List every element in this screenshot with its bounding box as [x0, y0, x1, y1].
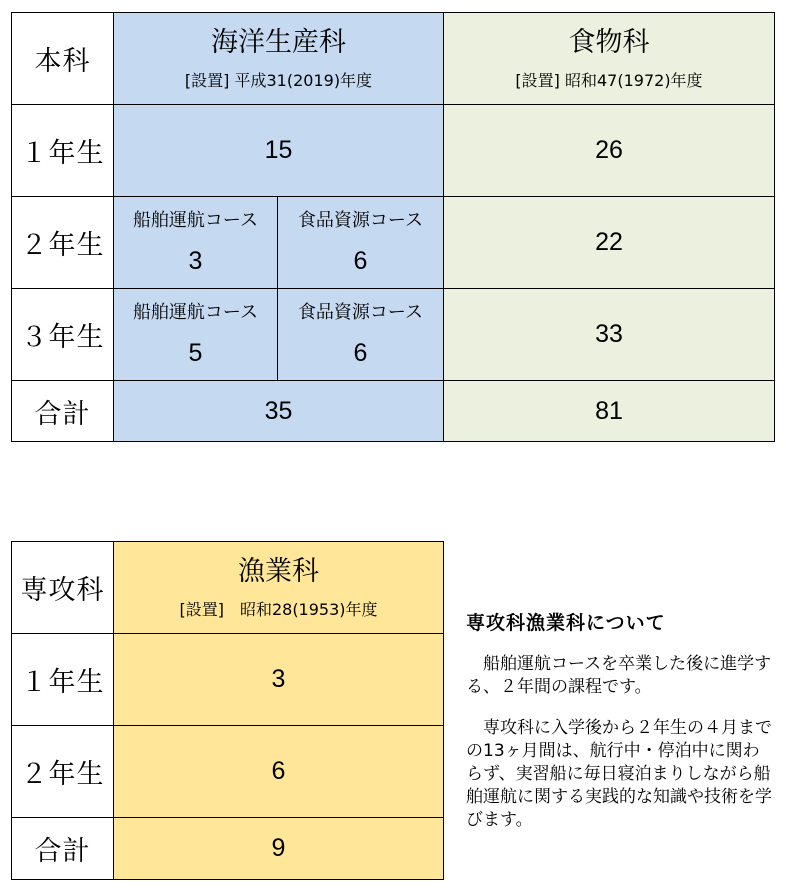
fishery-year1-count: 3 — [114, 634, 444, 726]
dept-name-marine: 海洋生産科 — [211, 26, 346, 58]
row-label-year2: ２年生 — [12, 197, 114, 289]
advanced-course-table — [11, 541, 444, 880]
dept-header-fishery — [114, 542, 444, 634]
info-paragraph: 専攻科に入学後から２年生の４月までの13ヶ月間は、航行中・停泊中に関わらず、実習船に毎日寝泊まりしながら船舶運航に関する実践的な知識や技術を学びます。 — [466, 718, 772, 830]
dept-name-food: 食物科 — [568, 26, 650, 58]
marine-year2-course-b — [278, 197, 444, 289]
course-count: 5 — [188, 338, 203, 367]
advanced-table-corner: 専攻科 — [12, 542, 114, 634]
dept-established-fishery: [設置] 昭和28(1953)年度 — [179, 599, 378, 619]
row-label-total: 合計 — [12, 381, 114, 442]
marine-year3-course-a — [114, 289, 278, 381]
info-title: 専攻科漁業科について — [466, 612, 666, 634]
fishery-year2-count: 6 — [114, 726, 444, 818]
course-name: 船舶運航コース — [132, 301, 259, 323]
row-label-year2: ２年生 — [12, 726, 114, 818]
main-table-corner: 本科 — [12, 13, 114, 105]
marine-total-count: 35 — [114, 381, 444, 442]
row-label-year3: ３年生 — [12, 289, 114, 381]
dept-header-food — [444, 13, 775, 105]
course-name: 食品資源コース — [297, 209, 424, 231]
dept-header-marine — [114, 13, 444, 105]
dept-established-marine: [設置] 平成31(2019)年度 — [184, 70, 373, 90]
food-year3-count: 33 — [444, 289, 775, 381]
dept-name-fishery: 漁業科 — [238, 555, 319, 587]
row-label-year1: １年生 — [12, 105, 114, 197]
marine-year1-count: 15 — [114, 105, 444, 197]
marine-year3-course-b — [278, 289, 444, 381]
food-total-count: 81 — [444, 381, 775, 442]
fishery-info-panel — [466, 608, 776, 850]
info-paragraph: 船舶運航コースを卒業した後に進学する、２年間の課程です。 — [466, 654, 772, 697]
course-name: 食品資源コース — [297, 301, 424, 323]
course-name: 船舶運航コース — [132, 209, 259, 231]
course-count: 3 — [188, 246, 203, 275]
row-label-total: 合計 — [12, 818, 114, 880]
row-label-year1: １年生 — [12, 634, 114, 726]
course-count: 6 — [353, 338, 368, 367]
marine-year2-course-a — [114, 197, 278, 289]
dept-established-food: [設置] 昭和47(1972)年度 — [515, 70, 703, 90]
main-course-table — [11, 12, 775, 442]
fishery-total-count: 9 — [114, 818, 444, 880]
course-count: 6 — [353, 246, 368, 275]
food-year2-count: 22 — [444, 197, 775, 289]
food-year1-count: 26 — [444, 105, 775, 197]
